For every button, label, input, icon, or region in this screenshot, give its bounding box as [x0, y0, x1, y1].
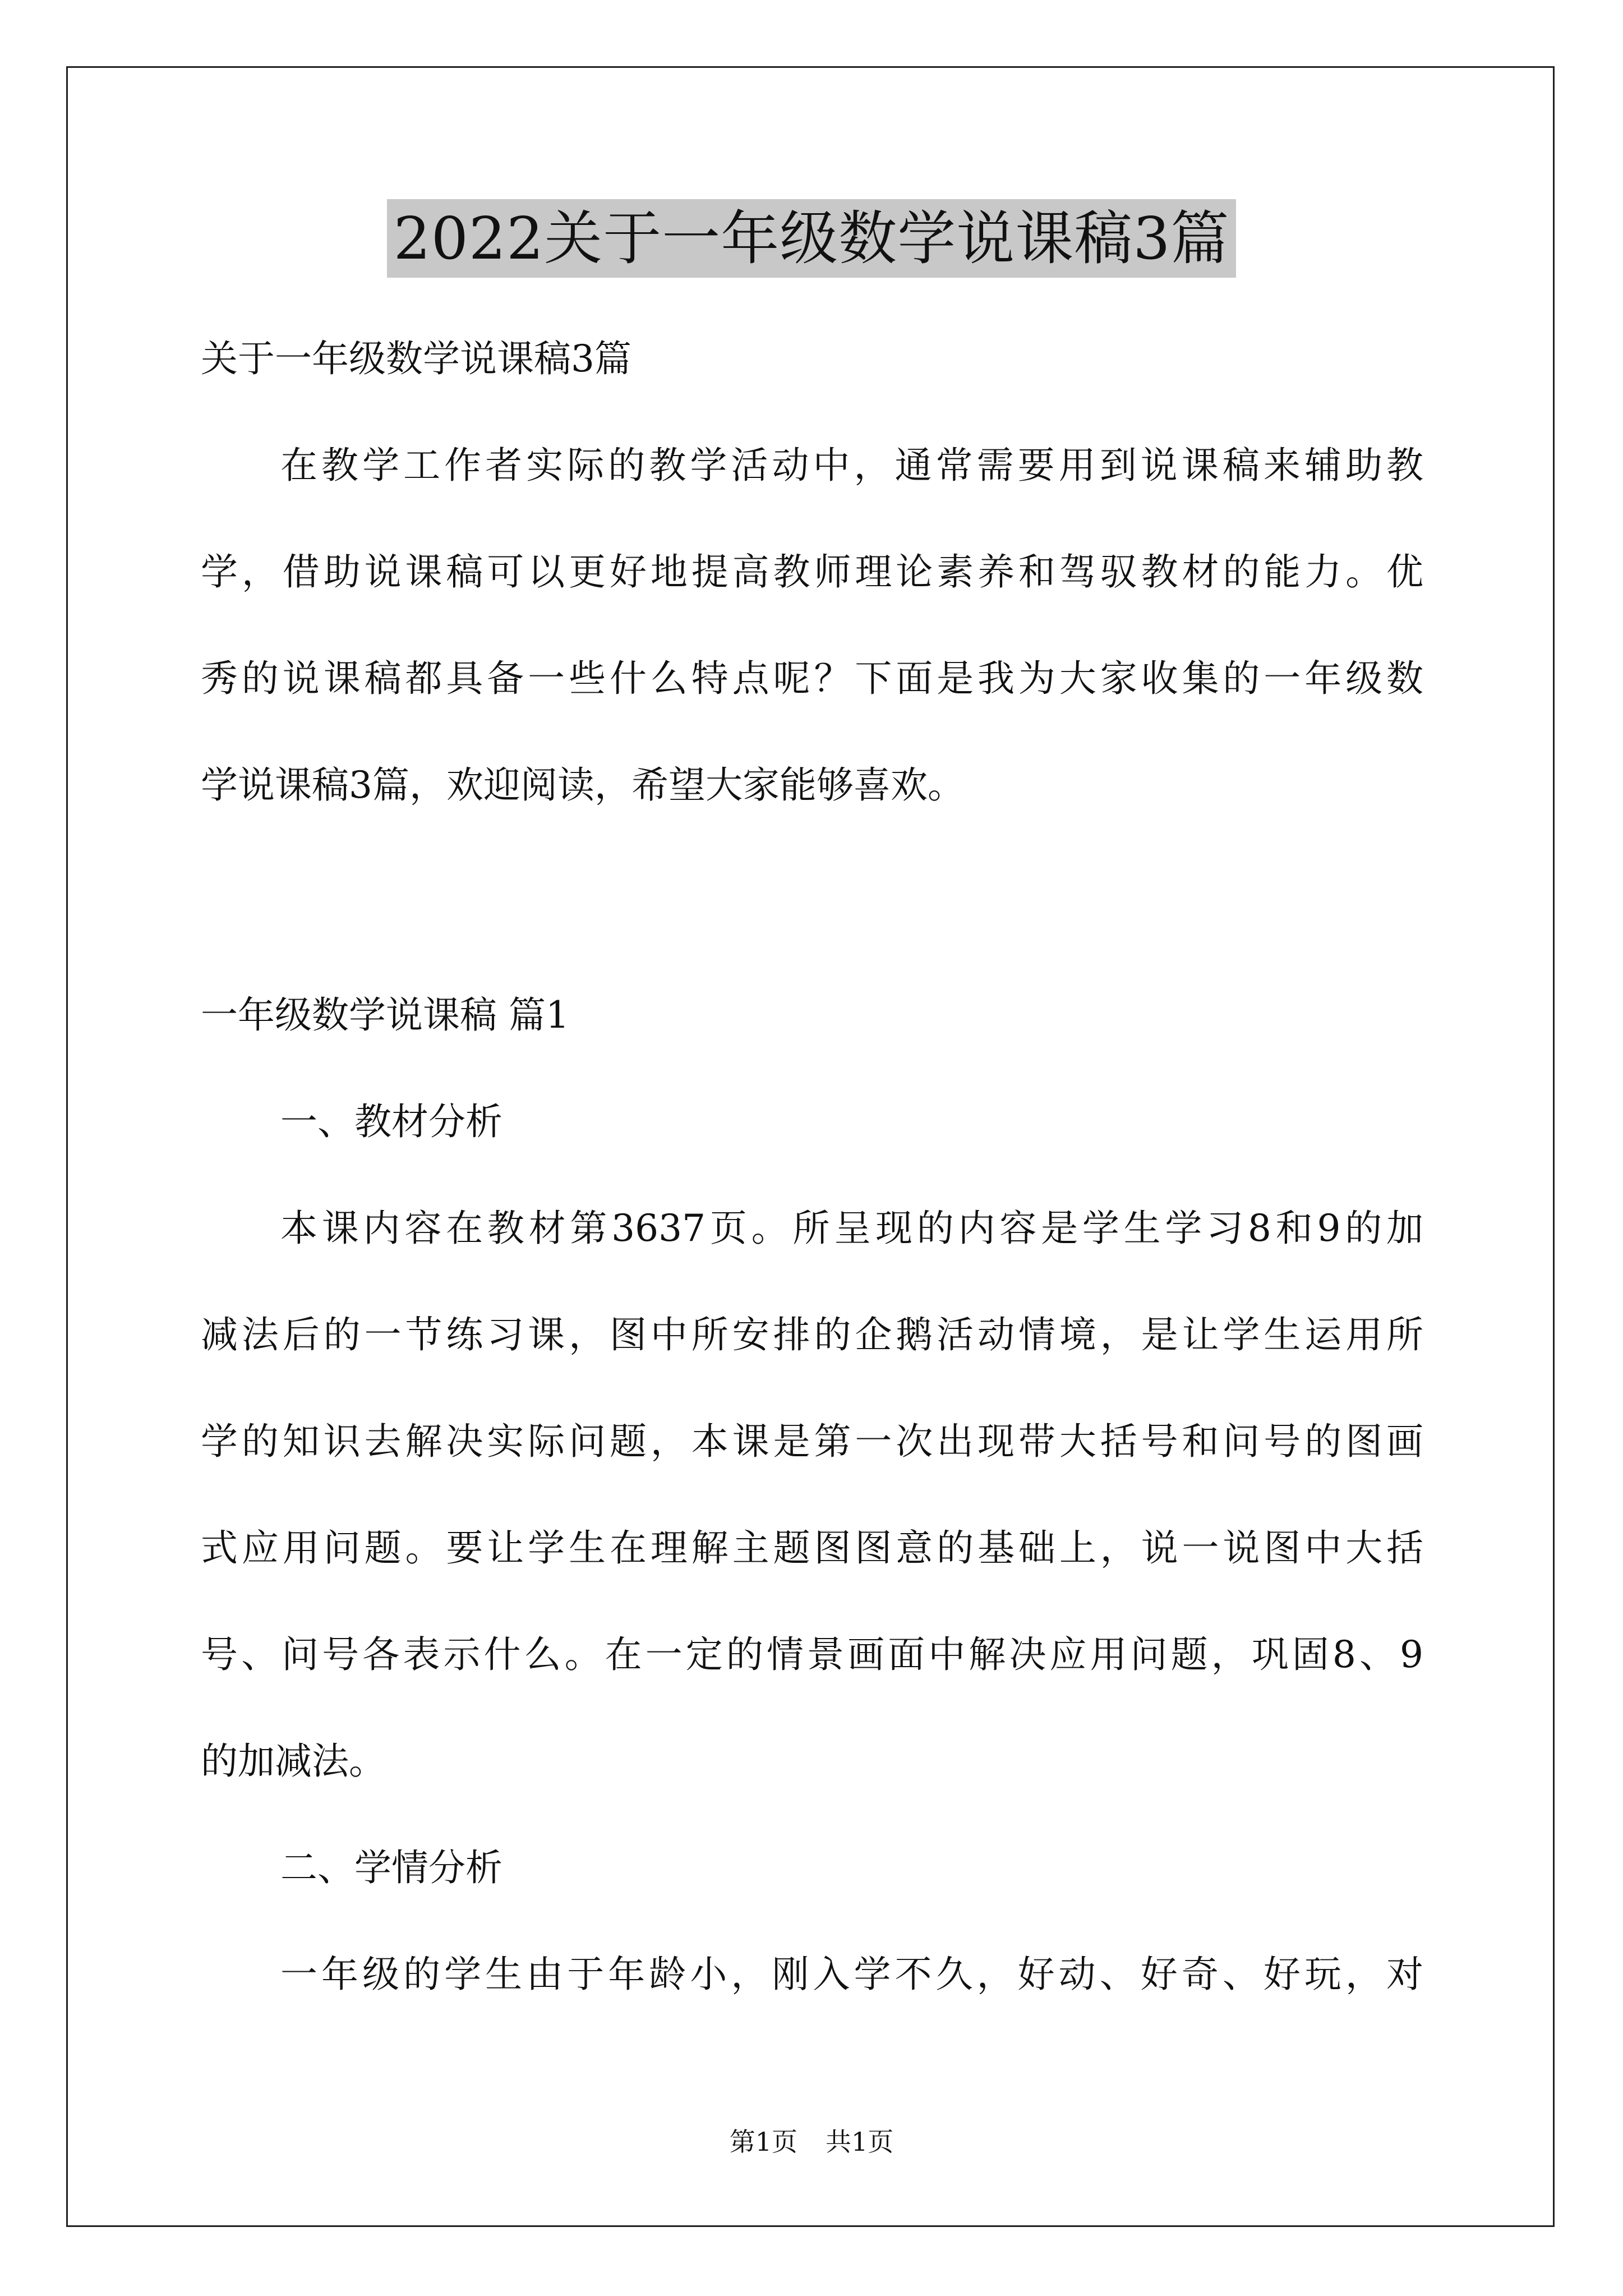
intro-line-2: 学，借助说课稿可以更好地提高教师理论素养和驾驭教材的能力。优 — [201, 550, 1423, 593]
section-1 — [201, 962, 1423, 2028]
part1-line-3: 学的知识去解决实际问题，本课是第一次出现带大括号和问号的图画 — [201, 1420, 1423, 1463]
section1-heading: 一年级数学说课稿 篇1 — [201, 993, 569, 1037]
document-body — [201, 306, 1423, 839]
document-title: 2022关于一年级数学说课稿3篇 — [387, 199, 1237, 278]
footer-total-pages: 共1页 — [826, 2127, 894, 2157]
part1-line-2: 减法后的一节练习课，图中所安排的企鹅活动情境，是让学生运用所 — [201, 1313, 1423, 1356]
intro-line-3: 秀的说课稿都具备一些什么特点呢？下面是我为大家收集的一年级数 — [201, 657, 1423, 700]
part2-heading: 二、学情分析 — [280, 1846, 502, 1889]
part1-heading: 一、教材分析 — [280, 1100, 502, 1143]
intro-line-1: 在教学工作者实际的教学活动中，通常需要用到说课稿来辅助教 — [280, 444, 1423, 487]
part2-line-1: 一年级的学生由于年龄小，刚入学不久，好动、好奇、好玩，对 — [280, 1953, 1423, 1996]
page-footer — [0, 2125, 1623, 2159]
intro-line-4: 学说课稿3篇，欢迎阅读，希望大家能够喜欢。 — [201, 763, 965, 807]
document-subtitle: 关于一年级数学说课稿3篇 — [201, 337, 631, 380]
part1-line-1: 本课内容在教材第3637页。所呈现的内容是学生学习8和9的加 — [280, 1207, 1423, 1250]
part1-line-4: 式应用问题。要让学生在理解主题图图意的基础上，说一说图中大括 — [201, 1526, 1423, 1570]
footer-page-number: 第1页 — [729, 2127, 797, 2157]
part1-line-5: 号、问号各表示什么。在一定的情景画面中解决应用问题，巩固8、9 — [201, 1633, 1423, 1676]
title-wrapper — [0, 199, 1623, 278]
part1-line-6: 的加减法。 — [201, 1740, 386, 1783]
